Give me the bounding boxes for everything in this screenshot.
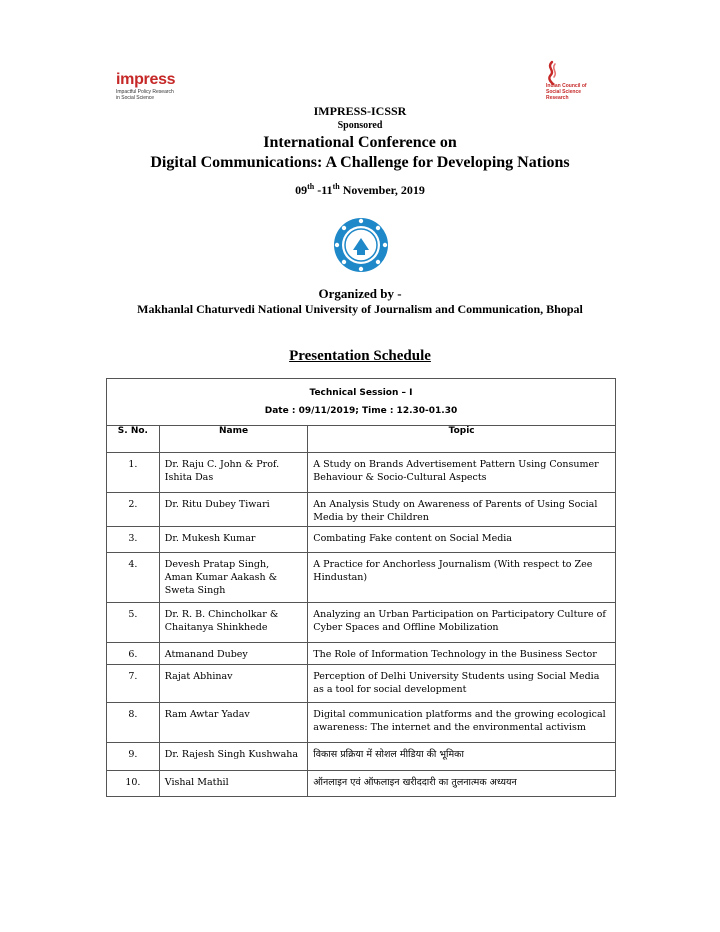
row-topic: विकास प्रक्रिया में सोशल मीडिया की भूमिका: [313, 749, 464, 760]
row-name-cell: [159, 453, 308, 493]
row-topic: Combating Fake content on Social Media: [313, 533, 512, 544]
row-sno: 10.: [125, 777, 141, 788]
row-sno-cell: [107, 665, 160, 703]
row-topic-cell: [308, 665, 616, 703]
row-name: Dr. Rajesh Singh Kushwaha: [164, 749, 299, 760]
table-row: [107, 493, 616, 527]
table-row: [107, 703, 616, 743]
row-sno: 5.: [128, 609, 138, 620]
session-header: [107, 379, 616, 426]
row-sno: 4.: [128, 559, 138, 570]
schedule-table: [106, 378, 616, 797]
row-sno-cell: [107, 493, 160, 527]
row-sno-cell: [107, 603, 160, 643]
icssr-logo: [540, 60, 602, 101]
row-name: Rajat Abhinav: [164, 671, 233, 682]
row-sno: 7.: [128, 671, 138, 682]
university-emblem-icon: [332, 216, 390, 274]
row-name-cell: [159, 643, 308, 665]
organized-by-label: Organized by -: [318, 286, 402, 301]
column-header-topic: Topic: [308, 426, 616, 453]
impress-logo-text: impress: [116, 71, 176, 88]
row-name-cell: [159, 553, 308, 603]
table-row: [107, 743, 616, 771]
row-name-cell: [159, 527, 308, 553]
row-sno: 1.: [128, 459, 138, 470]
row-sno-cell: [107, 553, 160, 603]
conference-title-1: International Conference on: [263, 134, 457, 151]
row-topic-cell: [308, 703, 616, 743]
column-header-sno: S. No.: [107, 426, 160, 453]
row-topic: Analyzing an Urban Participation on Participatory Culture of Cyber Spaces and Offline Mobilization: [313, 609, 606, 633]
row-name-cell: [159, 493, 308, 527]
row-topic-cell: [308, 553, 616, 603]
table-row: [107, 665, 616, 703]
row-name: Ram Awtar Yadav: [164, 709, 250, 720]
impress-logo-tagline: Impactful Policy Research in Social Science: [116, 89, 174, 101]
row-name: Dr. Mukesh Kumar: [164, 533, 256, 544]
row-name-cell: [159, 743, 308, 771]
row-topic: The Role of Information Technology in the Business Sector: [313, 649, 597, 660]
session-datetime: Date : 09/11/2019; Time : 12.30-01.30: [264, 406, 458, 416]
icssr-logo-text: Indian Council of Social Science Research: [546, 83, 587, 101]
row-name-cell: [159, 603, 308, 643]
row-name-cell: [159, 665, 308, 703]
conference-title-2: Digital Communications: A Challenge for Developing Nations: [150, 154, 570, 171]
row-topic-cell: [308, 527, 616, 553]
row-topic: A Practice for Anchorless Journalism (With respect to Zee Hindustan): [313, 559, 593, 583]
row-topic: ऑनलाइन एवं ऑफलाइन खरीददारी का तुलनात्मक अध्ययन: [313, 777, 517, 788]
table-row: [107, 527, 616, 553]
row-topic-cell: [308, 453, 616, 493]
row-name-cell: [159, 771, 308, 797]
row-topic: Perception of Delhi University Students using Social Media as a tool for social development: [313, 671, 600, 695]
row-sno: 6.: [128, 649, 138, 660]
session-name: Technical Session – I: [309, 388, 413, 398]
row-sno-cell: [107, 771, 160, 797]
impress-logo: [116, 72, 176, 101]
row-topic: A Study on Brands Advertisement Pattern Using Consumer Behaviour & Socio-Cultural Aspects: [313, 459, 599, 483]
row-name-cell: [159, 703, 308, 743]
row-topic-cell: [308, 743, 616, 771]
row-name: Vishal Mathil: [164, 777, 229, 788]
table-row: [107, 603, 616, 643]
row-sno: 9.: [128, 749, 138, 760]
row-sno-cell: [107, 703, 160, 743]
row-topic-cell: [308, 493, 616, 527]
row-sno-cell: [107, 743, 160, 771]
row-topic: Digital communication platforms and the growing ecological awareness: The internet and the environmental activism: [313, 709, 606, 733]
row-sno: 8.: [128, 709, 138, 720]
row-name: Atmanand Dubey: [164, 649, 248, 660]
row-sno-cell: [107, 643, 160, 665]
row-topic: An Analysis Study on Awareness of Parents of Using Social Media by their Children: [313, 499, 598, 523]
schedule-title: Presentation Schedule: [289, 348, 431, 364]
row-sno: 3.: [128, 533, 138, 544]
row-topic-cell: [308, 771, 616, 797]
row-name: Devesh Pratap Singh, Aman Kumar Aakash & Sweta Singh: [164, 559, 278, 596]
table-row: [107, 453, 616, 493]
column-header-row: [107, 426, 616, 453]
table-row: [107, 553, 616, 603]
conference-dates: 09th -11th November, 2019: [295, 182, 425, 197]
sponsor-line-1: IMPRESS-ICSSR: [313, 104, 407, 118]
table-row: [107, 771, 616, 797]
row-name: Dr. Raju C. John & Prof. Ishita Das: [164, 459, 280, 483]
row-sno-cell: [107, 527, 160, 553]
row-topic-cell: [308, 603, 616, 643]
column-header-name: Name: [159, 426, 308, 453]
row-sno: 2.: [128, 499, 138, 510]
row-topic-cell: [308, 643, 616, 665]
table-row: [107, 643, 616, 665]
row-sno-cell: [107, 453, 160, 493]
row-name: Dr. R. B. Chincholkar & Chaitanya Shinkhede: [164, 609, 279, 633]
sponsor-line-2: Sponsored: [337, 120, 383, 131]
row-name: Dr. Ritu Dubey Tiwari: [164, 499, 270, 510]
organizer-name: Makhanlal Chaturvedi National University of Journalism and Communication, Bhopal: [137, 302, 583, 316]
